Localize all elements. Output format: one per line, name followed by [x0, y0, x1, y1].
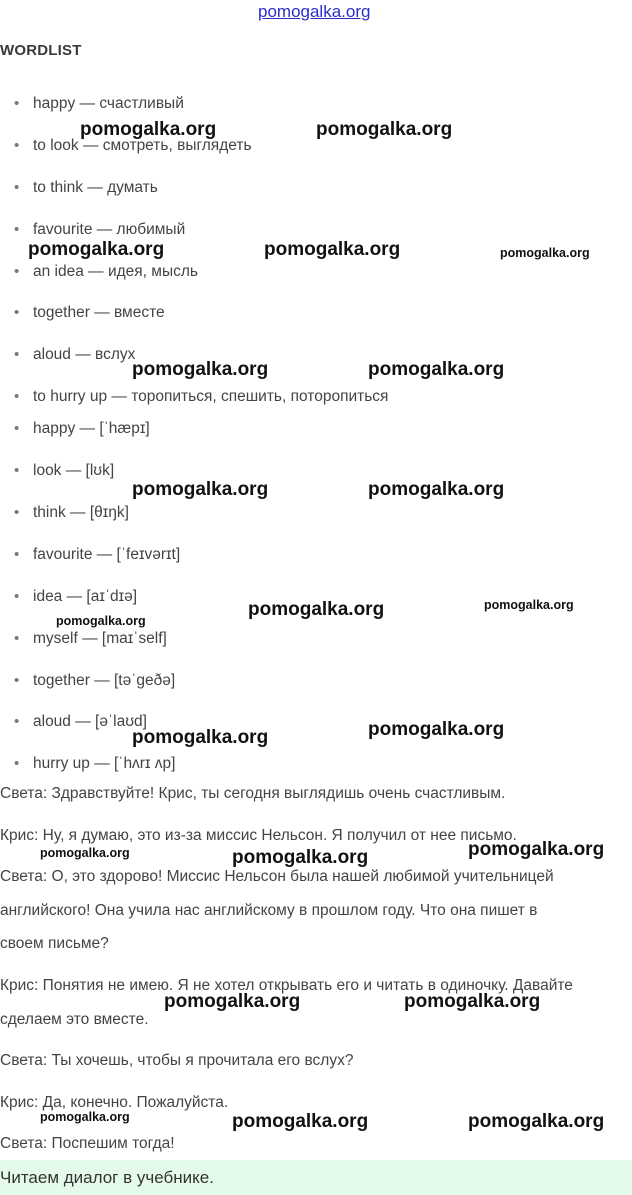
wordlist-heading: WORDLIST: [0, 42, 82, 59]
dialog-line: Крис: Да, конечно. Пожалуйста.: [0, 1094, 229, 1111]
watermark: pomogalka.org: [28, 239, 165, 260]
watermark: pomogalka.org: [40, 846, 130, 860]
dialog-line: английского! Она учила нас английскому в прошлом году. Что она пишет в: [0, 902, 538, 919]
watermark: pomogalka.org: [132, 727, 269, 748]
watermark: pomogalka.org: [232, 847, 369, 868]
watermark: pomogalka.org: [248, 599, 385, 620]
watermark: pomogalka.org: [484, 598, 574, 612]
dialog-line: сделаем это вместе.: [0, 1011, 149, 1028]
watermark: pomogalka.org: [368, 359, 505, 380]
dialog-line: Света: Поспешим тогда!: [0, 1135, 175, 1152]
watermark: pomogalka.org: [56, 614, 146, 628]
watermark: pomogalka.org: [132, 359, 269, 380]
watermark: pomogalka.org: [500, 246, 590, 260]
watermark: pomogalka.org: [164, 991, 301, 1012]
site-link[interactable]: pomogalka.org: [258, 2, 371, 21]
watermark: pomogalka.org: [40, 1110, 130, 1124]
note-banner: Читаем диалог в учебнике.: [0, 1160, 632, 1195]
dialog-line: Крис: Понятия не имею. Я не хотел открывать его и читать в одиночку. Давайте: [0, 977, 573, 994]
dialog-line: Света: Здравствуйте! Крис, ты сегодня выглядишь очень счастливым.: [0, 785, 506, 802]
watermark: pomogalka.org: [468, 839, 605, 860]
dialog-line: Света: Ты хочешь, чтобы я прочитала его вслух?: [0, 1052, 354, 1069]
watermark: pomogalka.org: [264, 239, 401, 260]
watermark: pomogalka.org: [132, 479, 269, 500]
dialog-line: своем письме?: [0, 935, 109, 952]
watermark: pomogalka.org: [80, 119, 217, 140]
watermark: pomogalka.org: [468, 1111, 605, 1132]
watermark: pomogalka.org: [316, 119, 453, 140]
dialog-line: Крис: Ну, я думаю, это из-за миссис Нельсон. Я получил от нее письмо.: [0, 827, 517, 844]
watermark: pomogalka.org: [404, 991, 541, 1012]
watermark: pomogalka.org: [232, 1111, 369, 1132]
watermark: pomogalka.org: [368, 479, 505, 500]
dialog-line: Света: О, это здорово! Миссис Нельсон была нашей любимой учительницей: [0, 868, 554, 885]
watermark: pomogalka.org: [368, 719, 505, 740]
